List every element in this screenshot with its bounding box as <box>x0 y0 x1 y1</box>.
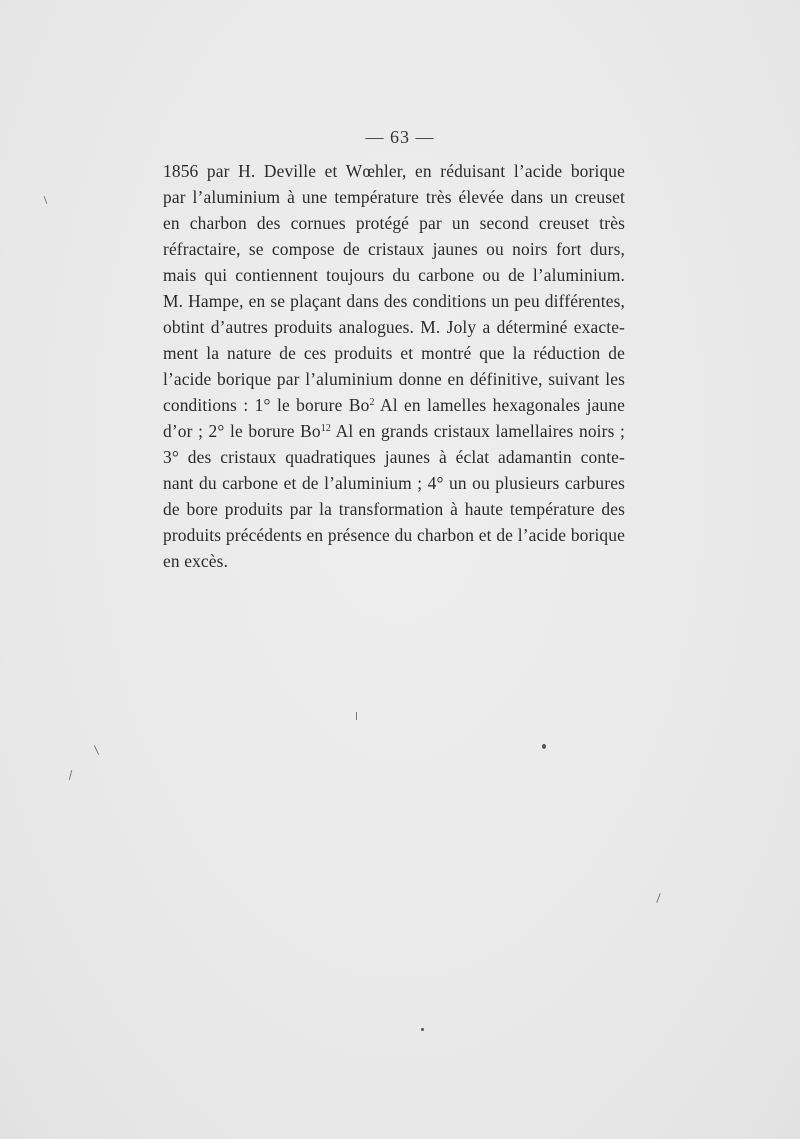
superscript: 2 <box>369 397 375 408</box>
text-line: de bore produits par la transformation à haute température des <box>163 499 625 519</box>
body-paragraph <box>163 158 625 574</box>
page-number: — 63 — <box>365 127 435 147</box>
text-line: ment la nature de ces produits et montré que la réduction de <box>163 343 625 363</box>
text-line: M. Hampe, en se plaçant dans des conditions un peu différentes, <box>163 291 625 311</box>
text-line: conditions : 1° le borure Bo$^2$ Al en lamelles hexagonales jaune <box>163 395 625 415</box>
text-line: nant du carbone et de l’aluminium ; 4° un ou plusieurs carbures <box>163 473 625 493</box>
text-line: l’acide borique par l’aluminium donne en définitive, suivant les <box>163 369 625 389</box>
text-line: réfractaire, se compose de cristaux jaunes ou noirs fort durs, <box>163 239 625 259</box>
text-line: 3° des cristaux quadratiques jaunes à éclat adamantin conte- <box>163 447 625 467</box>
paper-mark <box>69 770 73 780</box>
text-line: produits précédents en présence du charbon et de l’acide borique <box>163 525 625 545</box>
text-line: d’or ; 2° le borure Bo$^{12}$ Al en grands cristaux lamellaires noirs ; <box>163 421 625 441</box>
paper-mark <box>94 745 99 754</box>
superscript: 12 <box>320 423 332 434</box>
text-line: en charbon des cornues protégé par un second creuset très <box>163 213 625 233</box>
text-line: en excès. <box>163 551 229 571</box>
paper-mark <box>44 196 48 204</box>
paper-speck <box>421 1028 424 1031</box>
paper-mark <box>356 712 357 720</box>
paper-mark <box>656 893 660 903</box>
text-line: 1856 par H. Deville et Wœhler, en réduisant l’acide borique <box>163 161 625 181</box>
text-line: par l’aluminium à une température très élevée dans un creuset <box>163 187 625 207</box>
text-line: obtint d’autres produits analogues. M. Joly a déterminé exacte- <box>163 317 625 337</box>
text-line: mais qui contiennent toujours du carbone ou de l’aluminium. <box>163 265 625 285</box>
paper-speck <box>542 744 546 749</box>
